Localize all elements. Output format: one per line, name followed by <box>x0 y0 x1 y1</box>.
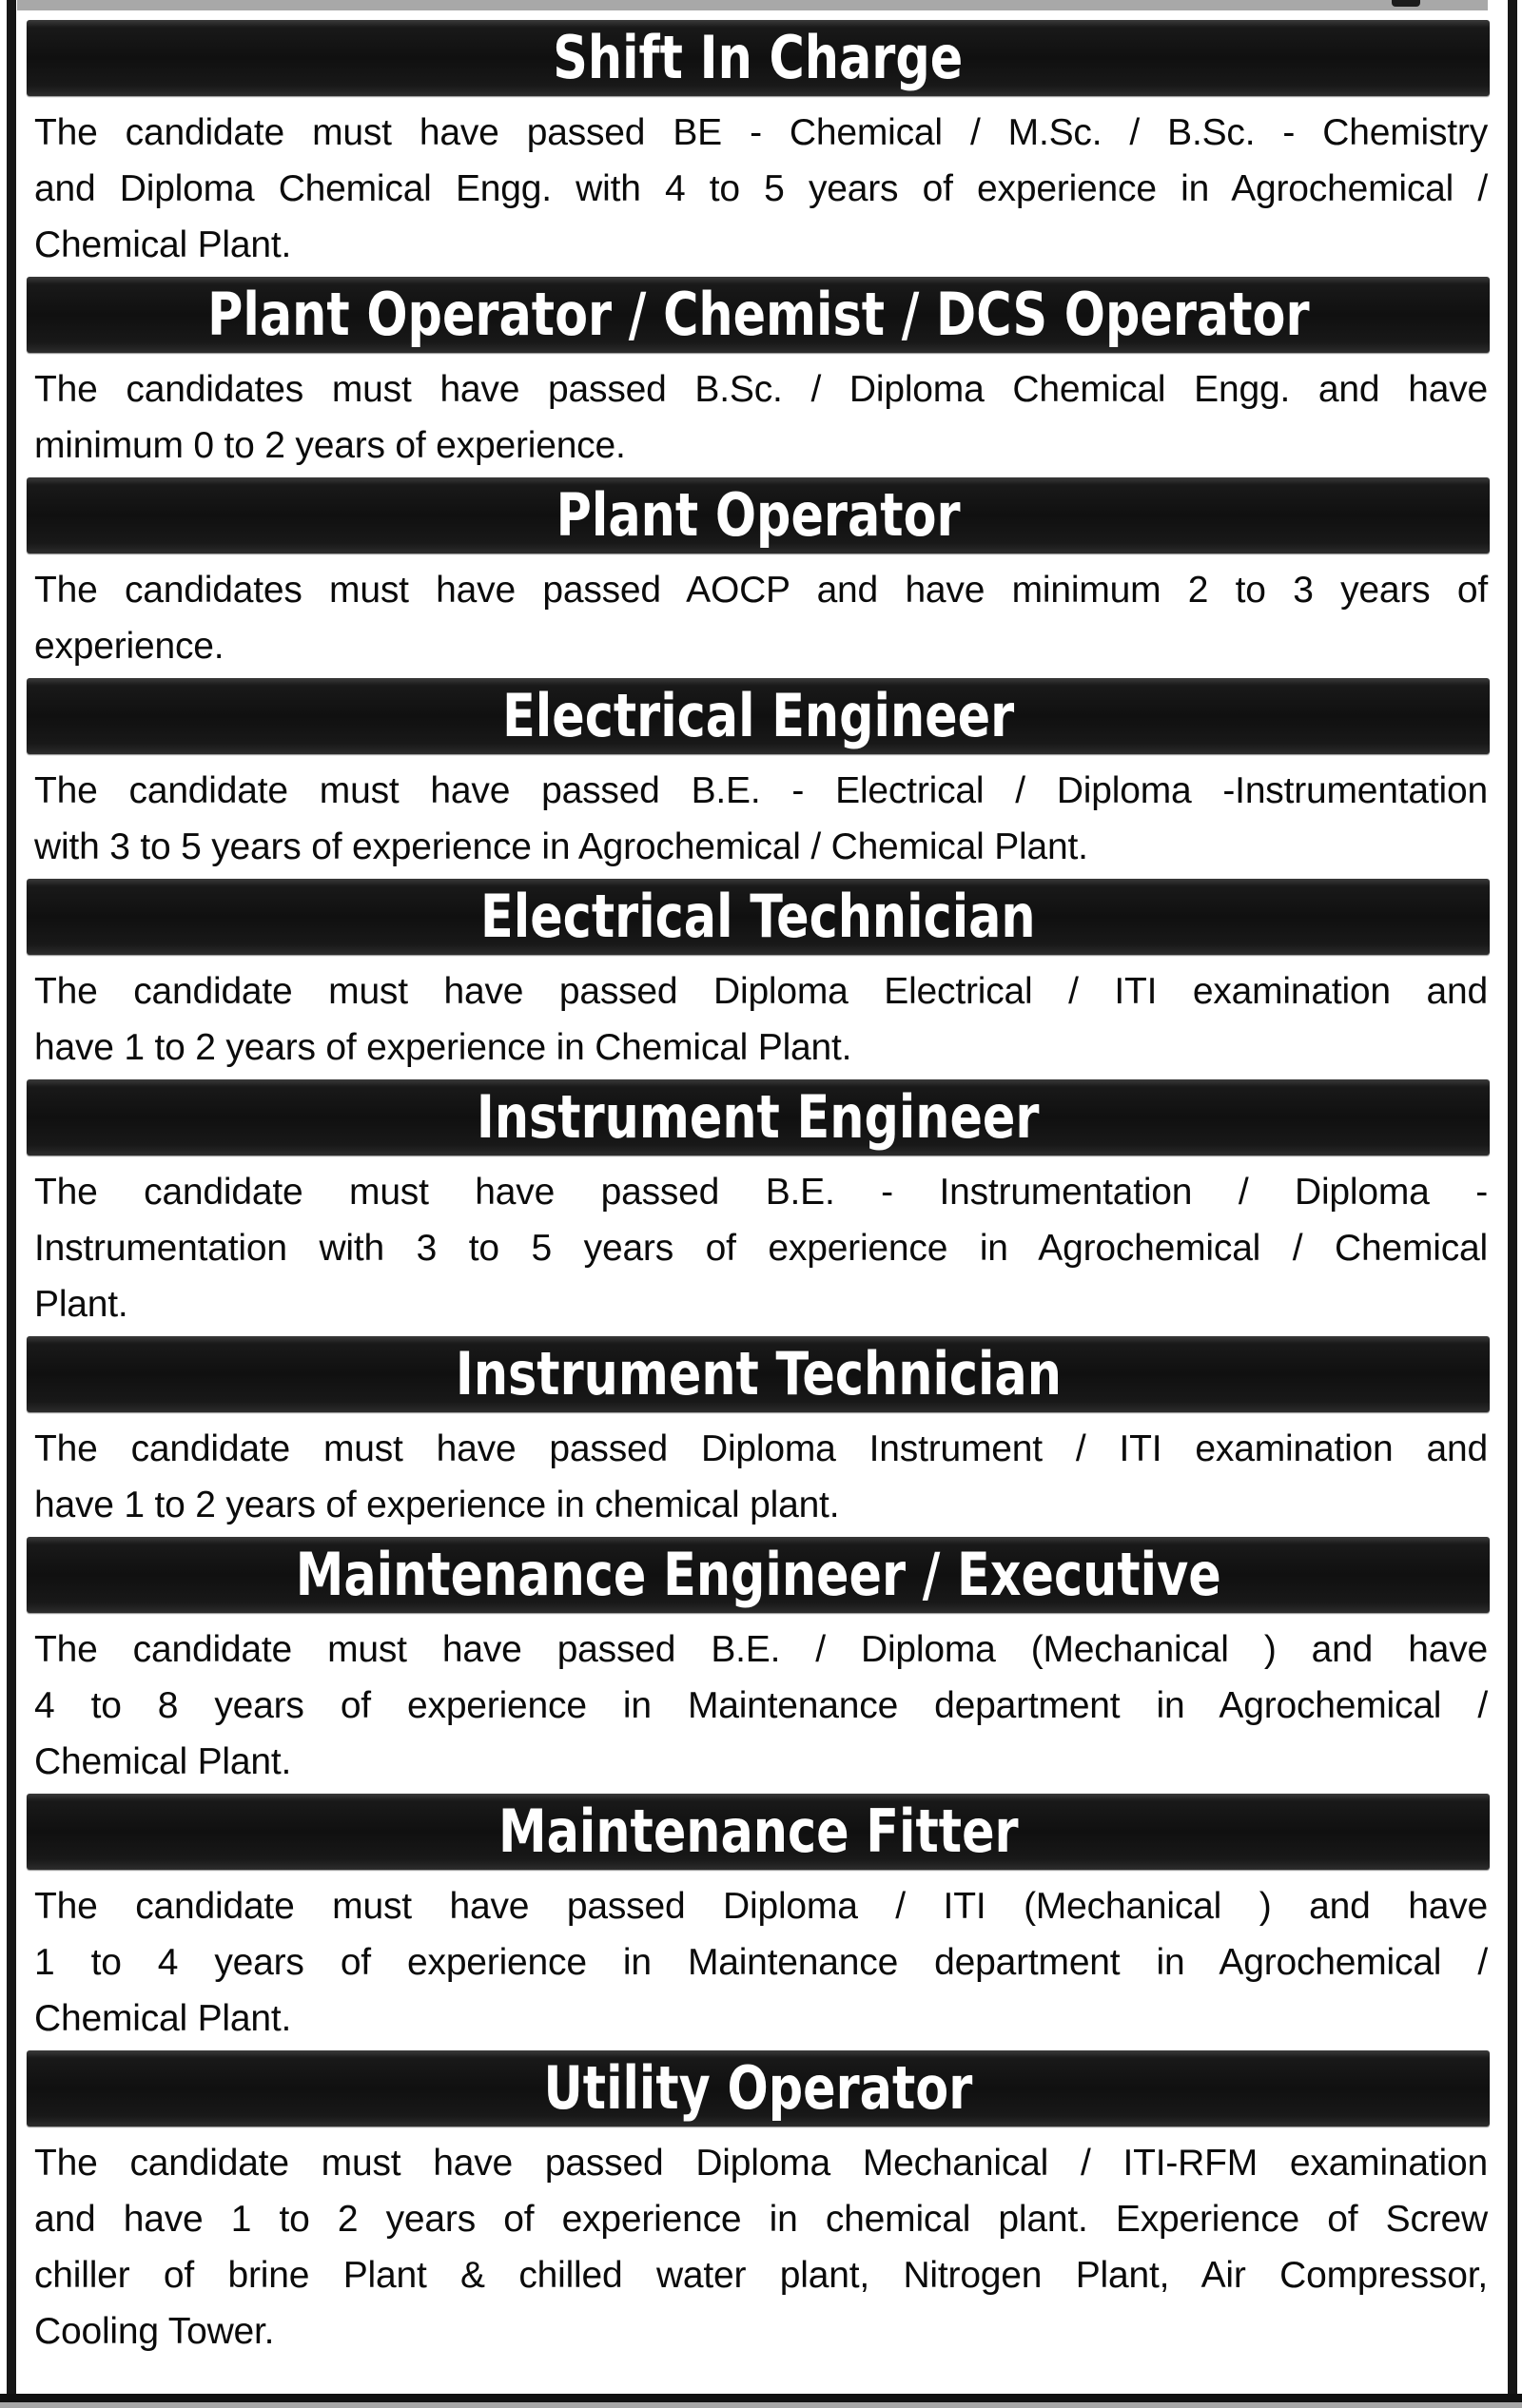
requirement-line: 1 to 4 years of experience in Maintenance department in Agrochemical / <box>34 1942 1488 1983</box>
job-title-bar <box>27 277 1490 353</box>
bottom-scan-strip <box>0 2402 1522 2408</box>
requirement-line: The candidate must have passed Diploma Electrical / ITI examination and <box>34 971 1488 1012</box>
job-title-bar <box>27 477 1490 553</box>
job-listings <box>27 18 1490 2363</box>
job-title: Instrument Technician <box>455 1339 1062 1408</box>
job-requirements <box>34 2135 1488 2359</box>
requirement-line: 4 to 8 years of experience in Maintenance department in Agrochemical / <box>34 1685 1488 1726</box>
requirement-line: The candidate must have passed Diploma Instrument / ITI examination and <box>34 1428 1488 1469</box>
requirement-line: chiller of brine Plant & chilled water plant, Nitrogen Plant, Air Compressor, <box>34 2255 1488 2296</box>
requirement-line: The candidate must have passed B.E. - Instrumentation / Diploma - <box>34 1172 1488 1213</box>
job-title-bar <box>27 1537 1490 1613</box>
job-section-shift-in-charge <box>27 20 1490 273</box>
requirement-line: Chemical Plant. <box>34 1998 292 2039</box>
job-title-bar <box>27 20 1490 96</box>
job-title: Plant Operator / Chemist / DCS Operator <box>206 280 1310 349</box>
requirement-line: Chemical Plant. <box>34 224 292 265</box>
requirement-line: The candidate must have passed B.E. / Diploma (Mechanical ) and have <box>34 1629 1488 1670</box>
bottom-rule <box>0 2394 1522 2402</box>
requirement-line: have 1 to 2 years of experience in chemical plant. <box>34 1485 840 1525</box>
job-title-bar <box>27 1794 1490 1870</box>
job-title: Utility Operator <box>543 2053 973 2123</box>
job-requirements <box>34 1421 1488 1533</box>
job-section-utility-operator <box>27 2050 1490 2359</box>
job-section-plant-operator-chemist-dcs <box>27 277 1490 474</box>
top-scan-strip <box>17 0 1488 10</box>
requirement-line: The candidate must have passed BE - Chemical / M.Sc. / B.Sc. - Chemistry <box>34 112 1488 153</box>
job-requirements <box>34 562 1488 674</box>
requirement-line: minimum 0 to 2 years of experience. <box>34 425 626 466</box>
job-section-maintenance-fitter <box>27 1794 1490 2047</box>
job-title: Electrical Technician <box>480 882 1036 951</box>
job-title: Maintenance Engineer / Executive <box>295 1540 1221 1609</box>
requirement-line: The candidates must have passed AOCP and have minimum 2 to 3 years of <box>34 570 1488 611</box>
requirement-line: Chemical Plant. <box>34 1741 292 1782</box>
job-title: Instrument Engineer <box>477 1082 1040 1152</box>
job-section-plant-operator <box>27 477 1490 674</box>
job-requirements <box>34 105 1488 273</box>
job-requirements <box>34 963 1488 1076</box>
requirement-line: and Diploma Chemical Engg. with 4 to 5 years of experience in Agrochemical / <box>34 168 1488 209</box>
left-frame-border <box>7 0 16 2398</box>
scan-ink-mark <box>1392 0 1420 7</box>
requirement-line: experience. <box>34 626 224 667</box>
job-title: Electrical Engineer <box>501 681 1015 750</box>
job-title-bar <box>27 1336 1490 1412</box>
job-section-electrical-engineer <box>27 678 1490 875</box>
requirement-line: The candidates must have passed B.Sc. / Diploma Chemical Engg. and have <box>34 369 1488 410</box>
job-title: Plant Operator <box>556 480 961 550</box>
requirement-line: with 3 to 5 years of experience in Agrochemical / Chemical Plant. <box>34 826 1088 867</box>
job-requirements <box>34 1164 1488 1332</box>
job-section-electrical-technician <box>27 879 1490 1076</box>
requirement-line: The candidate must have passed B.E. - Electrical / Diploma -Instrumentation <box>34 770 1488 811</box>
job-requirements <box>34 763 1488 875</box>
job-requirements <box>34 1622 1488 1790</box>
job-requirements <box>34 1878 1488 2047</box>
job-title-bar <box>27 1079 1490 1155</box>
job-title-bar <box>27 879 1490 955</box>
job-section-maintenance-engineer-executive <box>27 1537 1490 1790</box>
job-section-instrument-engineer <box>27 1079 1490 1332</box>
requirement-line: Cooling Tower. <box>34 2311 275 2352</box>
job-section-instrument-technician <box>27 1336 1490 1533</box>
right-frame-border <box>1508 0 1517 2398</box>
job-title: Maintenance Fitter <box>498 1796 1019 1866</box>
requirement-line: Instrumentation with 3 to 5 years of experience in Agrochemical / Chemical <box>34 1228 1488 1269</box>
requirement-line: and have 1 to 2 years of experience in chemical plant. Experience of Screw <box>34 2199 1488 2240</box>
requirement-line: The candidate must have passed Diploma Mechanical / ITI-RFM examination <box>34 2143 1488 2184</box>
requirement-line: Plant. <box>34 1284 128 1325</box>
requirement-line: have 1 to 2 years of experience in Chemical Plant. <box>34 1027 852 1068</box>
job-title-bar <box>27 678 1490 754</box>
job-title: Shift In Charge <box>553 23 964 92</box>
job-title-bar <box>27 2050 1490 2126</box>
requirement-line: The candidate must have passed Diploma / ITI (Mechanical ) and have <box>34 1886 1488 1927</box>
job-requirements <box>34 361 1488 474</box>
